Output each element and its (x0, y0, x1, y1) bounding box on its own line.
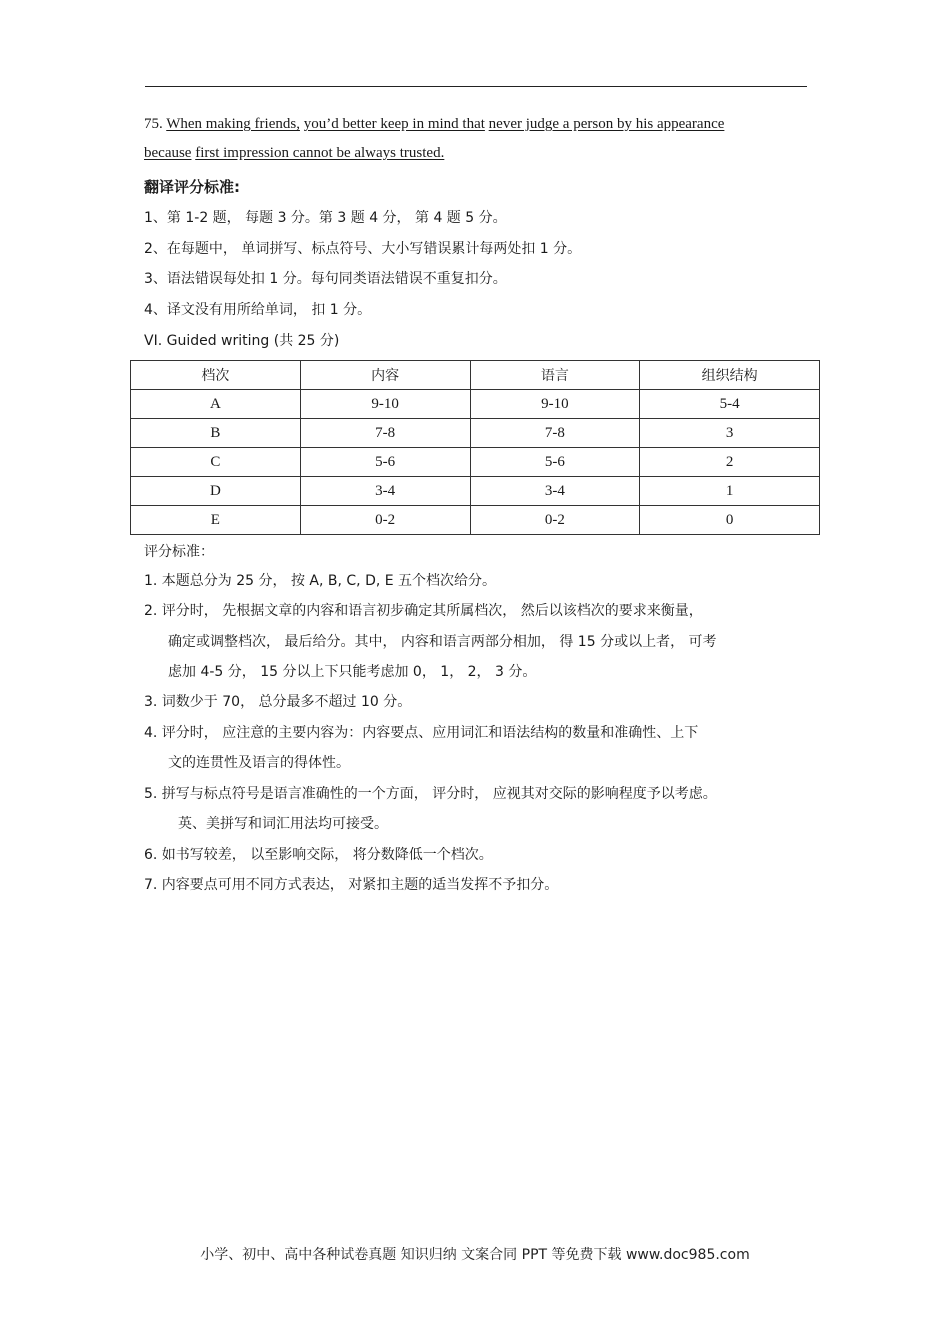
criteria-label: 评分标准： (144, 544, 214, 560)
header-rule (145, 86, 807, 87)
criteria-line: 虑加 4-5 分， 15 分以上下只能考虑加 0， 1， 2， 3 分。 (168, 664, 537, 680)
table-row (131, 419, 820, 448)
translation-criteria-heading: 翻译评分标准: (144, 178, 240, 196)
table-cell: C (131, 448, 301, 477)
translation-criteria-item: 1、第 1-2 题， 每题 3 分。第 3 题 4 分， 第 4 题 5 分。 (144, 210, 507, 226)
q75-segment-1: When making friends, (166, 116, 300, 132)
q75-line-2 (144, 145, 444, 162)
table-row (131, 390, 820, 419)
criteria-line: 2. 评分时， 先根据文章的内容和语言初步确定其所属档次， 然后以该档次的要求来衡量， (144, 603, 703, 619)
translation-criteria-item: 4、译文没有用所给单词， 扣 1 分。 (144, 302, 372, 318)
table-cell: 7-8 (300, 419, 470, 448)
page-footer: 小学、初中、高中各种试卷真题 知识归纳 文案合同 PPT 等免费下载 www.doc985.com (200, 1247, 750, 1263)
table-header-cell: 档次 (131, 361, 301, 390)
criteria-line: 5. 拼写与标点符号是语言准确性的一个方面， 评分时， 应视其对交际的影响程度予以考虑。 (144, 786, 717, 802)
table-cell: 0-2 (470, 506, 640, 535)
table-row (131, 448, 820, 477)
translation-criteria-item: 3、语法错误每处扣 1 分。每句同类语法错误不重复扣分。 (144, 271, 507, 287)
table-header-cell: 内容 (300, 361, 470, 390)
table-cell: 3 (640, 419, 820, 448)
q75-segment-3: never judge a person by his appearance (488, 116, 725, 132)
criteria-line: 确定或调整档次， 最后给分。其中， 内容和语言两部分相加， 得 15 分或以上者， 可考 (168, 634, 717, 650)
table-cell: B (131, 419, 301, 448)
table-header-cell: 语言 (470, 361, 640, 390)
table-header-row (131, 361, 820, 390)
table-cell: E (131, 506, 301, 535)
criteria-line: 4. 评分时， 应注意的主要内容为：内容要点、应用词汇和语法结构的数量和准确性、上下 (144, 725, 699, 741)
q75-line-1 (144, 116, 724, 133)
translation-criteria-item: 2、在每题中， 单词拼写、标点符号、大小写错误累计每两处扣 1 分。 (144, 241, 582, 257)
table-row (131, 506, 820, 535)
criteria-line: 文的连贯性及语言的得体性。 (168, 755, 350, 771)
table-cell: 5-6 (300, 448, 470, 477)
table-cell: 5-6 (470, 448, 640, 477)
table-cell: 5-4 (640, 390, 820, 419)
score-table (130, 360, 820, 535)
table-cell: 2 (640, 448, 820, 477)
table-cell: A (131, 390, 301, 419)
table-cell: 9-10 (470, 390, 640, 419)
table-cell: D (131, 477, 301, 506)
q75-segment-4: because (144, 145, 192, 161)
criteria-line: 7. 内容要点可用不同方式表达， 对紧扣主题的适当发挥不予扣分。 (144, 877, 559, 893)
criteria-line: 1. 本题总分为 25 分， 按 A, B, C, D, E 五个档次给分。 (144, 573, 497, 589)
guided-writing-heading: VI. Guided writing (共 25 分) (144, 333, 340, 349)
q75-segment-5: first impression cannot be always trusted. (195, 145, 445, 161)
q75-segment-2: you’d better keep in mind that (303, 116, 485, 132)
table-cell: 3-4 (470, 477, 640, 506)
criteria-line: 3. 词数少于 70， 总分最多不超过 10 分。 (144, 694, 412, 710)
table-cell: 7-8 (470, 419, 640, 448)
table-cell: 9-10 (300, 390, 470, 419)
q75-number: 75. (144, 116, 163, 132)
table-row (131, 477, 820, 506)
table-cell: 0 (640, 506, 820, 535)
table-cell: 1 (640, 477, 820, 506)
criteria-line: 6. 如书写较差， 以至影响交际， 将分数降低一个档次。 (144, 847, 493, 863)
table-cell: 0-2 (300, 506, 470, 535)
criteria-line: 英、美拼写和词汇用法均可接受。 (178, 816, 388, 832)
table-header-cell: 组织结构 (640, 361, 820, 390)
table-cell: 3-4 (300, 477, 470, 506)
